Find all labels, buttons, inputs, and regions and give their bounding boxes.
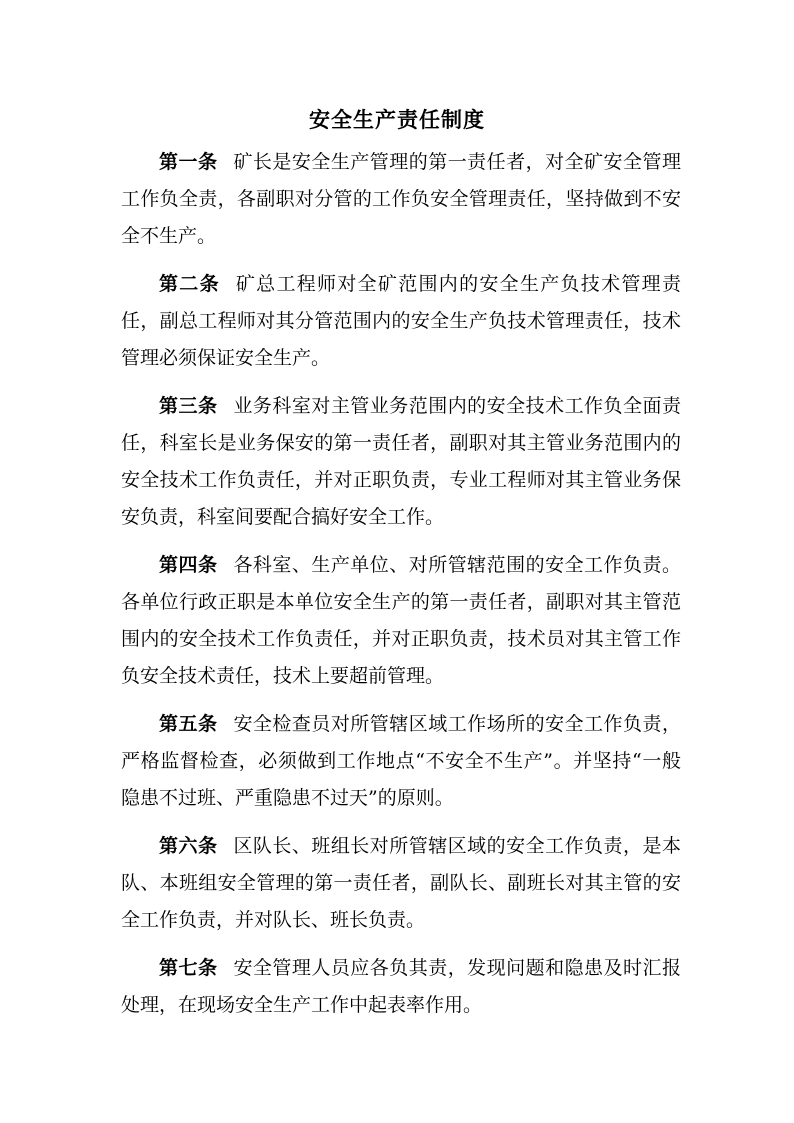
- article-4: [121, 547, 681, 695]
- article-label: 第三条: [159, 395, 218, 417]
- article-text: 区队长、班组长对所管辖区域的安全工作负责，是本队、本班组安全管理的第一责任者，副队长、副班长对其主管的安全工作负责，并对队长、班长负责。: [121, 835, 681, 931]
- article-text: 各科室、生产单位、对所管辖范围的安全工作负责。各单位行政正职是本单位安全生产的第一责任者，副职对其主管范围内的安全技术工作负责任，并对正职负责，技术员对其主管工作负安全技术责任，技术上要超前管理。: [121, 554, 681, 687]
- article-label: 第四条: [159, 554, 218, 576]
- article-text: 矿总工程师对全矿范围内的安全生产负技术管理责任，副总工程师对其分管范围内的安全生产负技术管理责任，技术管理必须保证安全生产。: [121, 273, 681, 369]
- article-label: 第一条: [159, 151, 218, 173]
- article-text: 矿长是安全生产管理的第一责任者，对全矿安全管理工作负全责，各副职对分管的工作负安全管理责任，坚持做到不安全不生产。: [121, 151, 681, 247]
- article-5: [121, 706, 681, 817]
- article-1: [121, 144, 681, 255]
- article-6: [121, 828, 681, 939]
- article-label: 第七条: [159, 957, 218, 979]
- article-2: [121, 266, 681, 377]
- article-3: [121, 388, 681, 536]
- article-label: 第六条: [159, 835, 218, 857]
- article-text: 安全检查员对所管辖区域工作场所的安全工作负责，严格监督检查，必须做到工作地点“不安全不生产”。并坚持“一般隐患不过班、严重隐患不过天”的原则。: [121, 713, 681, 809]
- article-label: 第二条: [159, 273, 220, 295]
- document-title: 安全生产责任制度: [309, 107, 485, 132]
- article-text: 安全管理人员应各负其责，发现问题和隐患及时汇报处理，在现场安全生产工作中起表率作用。: [121, 957, 681, 1016]
- article-7: [121, 950, 681, 1024]
- article-label: 第五条: [159, 713, 218, 735]
- article-text: 业务科室对主管业务范围内的安全技术工作负全面责任，科室长是业务保安的第一责任者，副职对其主管业务范围内的安全技术工作负责任，并对正职负责，专业工程师对其主管业务保安负责，科室间要配合搞好安全工作。: [121, 395, 681, 528]
